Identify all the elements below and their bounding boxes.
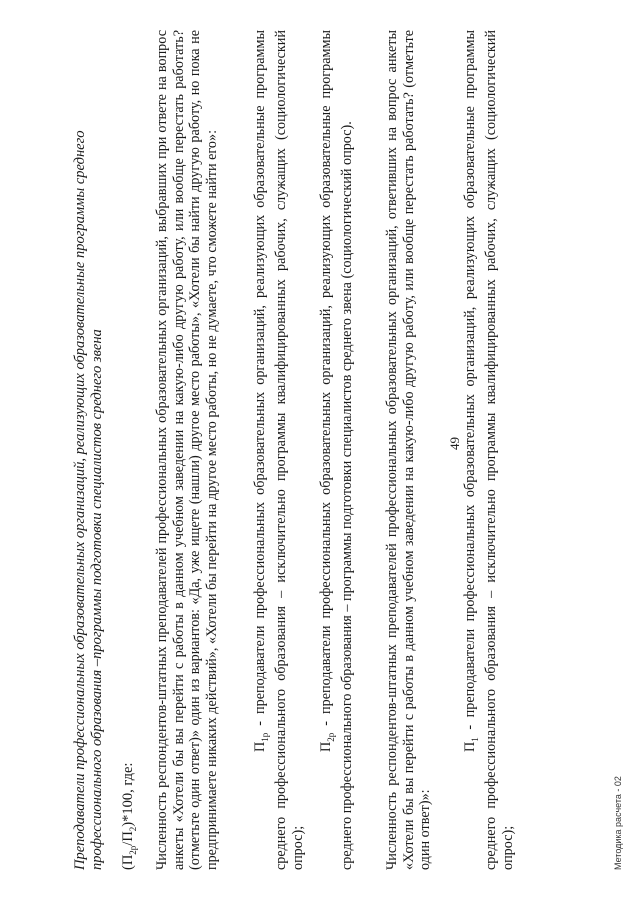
section-heading: Преподаватели профессиональных образовательных организаций, реализующих образовательные программы среднего профессионального образования –программы подготовки специалистов среднего звена (72, 130, 105, 870)
paragraph-respondents-answered: Численность респондентов-штатных преподавателей профессиональных образовательных организаций, ответивших на вопрос анкеты «Хотели бы вы перейти с работы в данном учебном заведении на какую-либо другую работу, или вообще перестать работать? (отметьте один ответ)»: (384, 30, 433, 870)
rotated-content (62, 25, 622, 870)
page-number: 49 (447, 437, 462, 450)
formula: $(П_{2р}/П_2)*100$, где: (120, 762, 138, 870)
definition-p2r: $П_{2р}$ - преподаватели профессиональных образовательных организаций, реализующих образовательные программы среднего профессионального образования – программы подготовки специалистов среднего звена (социологический опрос). (318, 30, 356, 870)
footer-note: Методика расчета - 02 (613, 776, 623, 870)
definition-p1r: $П_{1р}$ - преподаватели профессиональных образовательных организаций, реализующих образовательные программы среднего профессионального образования – исключительно программы квалифицированных рабочих, служащих (социологический опрос); (252, 30, 306, 870)
paragraph-respondents-changing-job: Численность респондентов-штатных преподавателей профессиональных образовательных организаций, выбравших при ответе на вопрос анкеты «Хотели бы вы перейти с работы в данном учебном заведении на какую-либо другую работу, или вообще перестать работать? (отметьте один ответ)» один из вариантов: «Да, уже ищете (нашли) другое место работы», «Хотели бы найти другую работу, но пока не предпринимаете никаких действий», «Хотели бы перейти на другое место работы, но не думаете, что сможете найти его»: (154, 30, 220, 870)
definition-p1: $П_1$ - преподаватели профессиональных образовательных организаций, реализующих образовательные программы среднего профессионального образования – исключительно программы квалифицированных рабочих, служащих (социологический опрос); (462, 30, 516, 870)
